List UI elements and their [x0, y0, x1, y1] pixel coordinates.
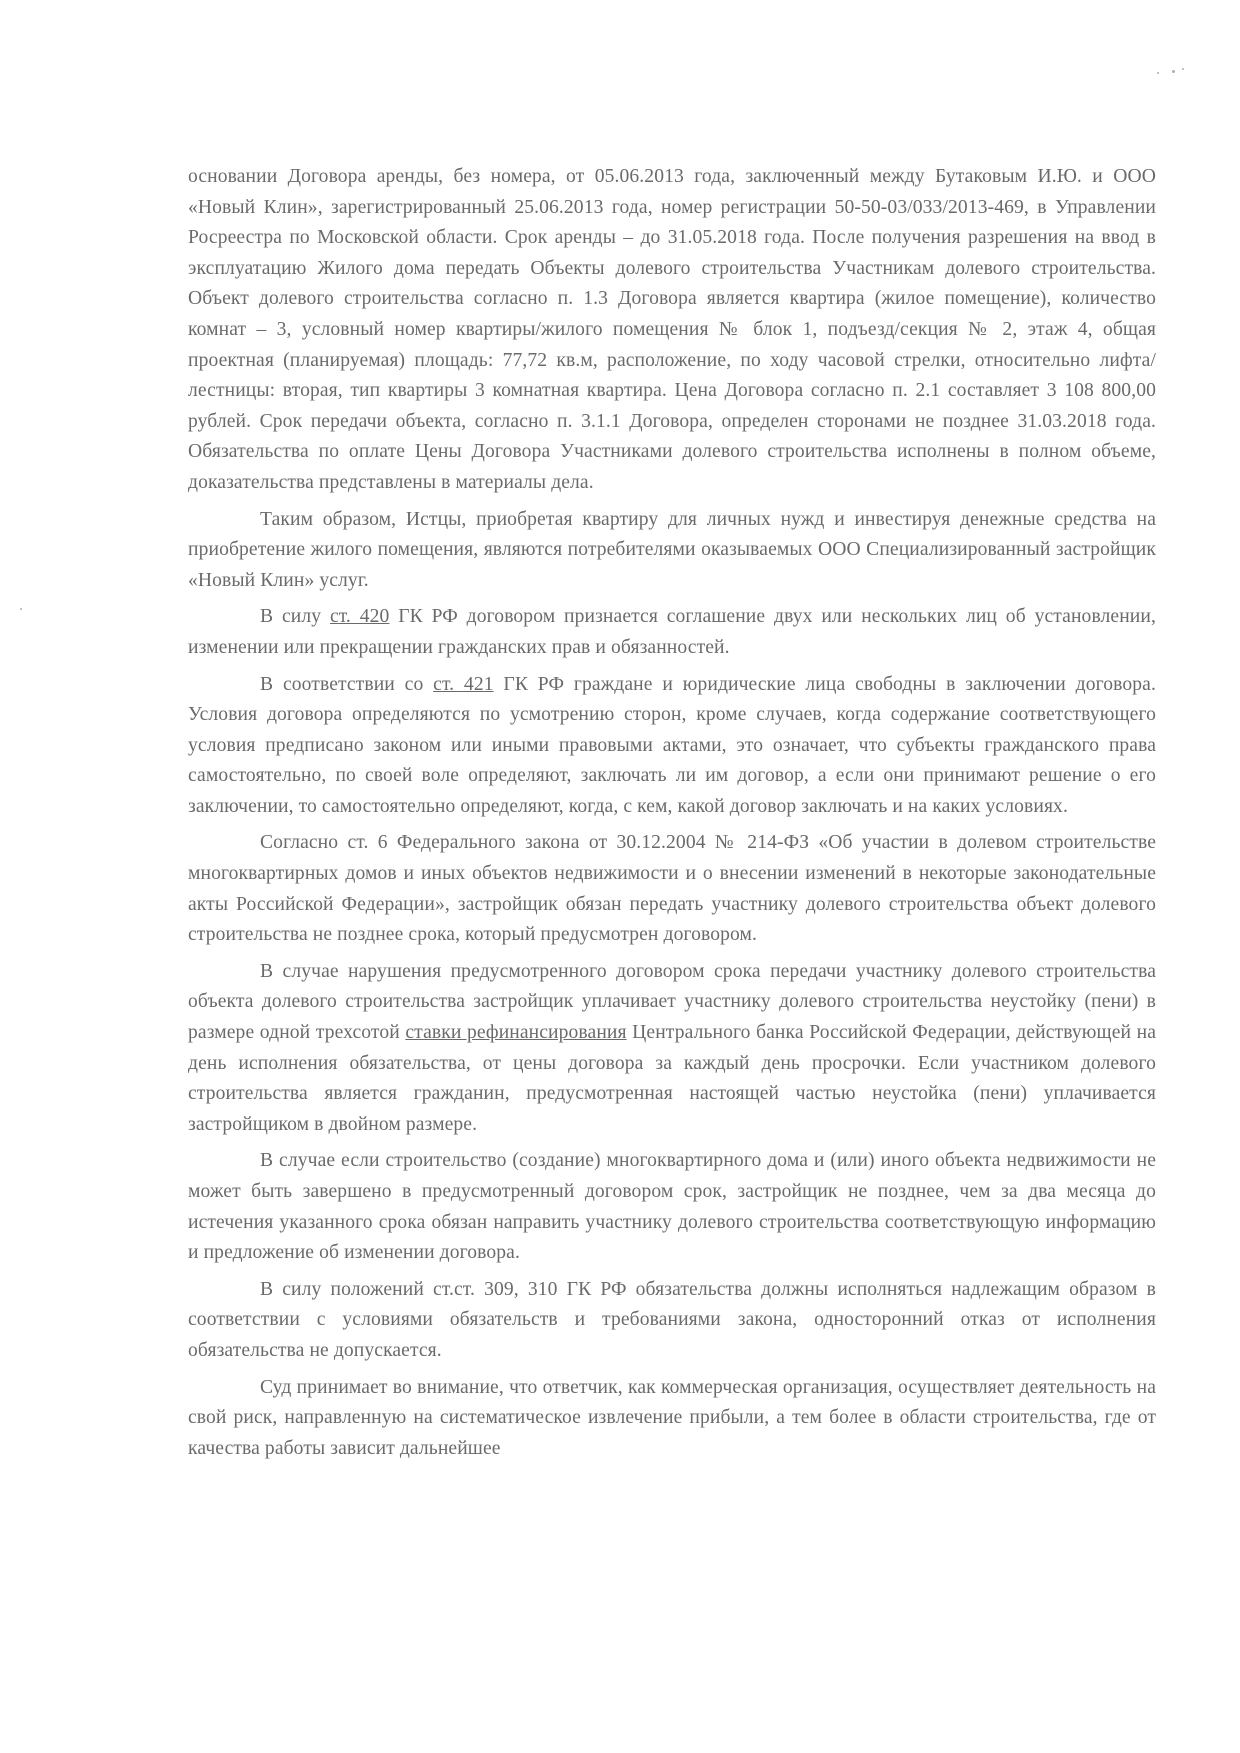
- scan-speck: [1157, 72, 1159, 74]
- paragraph-p7: [188, 1146, 1156, 1268]
- paragraph-text: ГК РФ граждане и юридические лица свободны в заключении договора. Условия договора определяются по усмотрению сторон, кроме случаев, когда содержание соответствующего условия предписано законом или иными правовыми актами, это означает, что субъекты гражданского права самостоятельно, по своей воле определяют, заключать ли им договор, а если они принимают решение о его заключении, то самостоятельно определяют, когда, с кем, какой договор заключать и на каких условиях.: [188, 673, 1156, 817]
- paragraph-text: В соответствии со: [260, 673, 434, 695]
- paragraph-p6: [188, 957, 1156, 1141]
- paragraph-text: В случае если строительство (создание) многоквартирного дома и (или) иного объекта недвижимости не может быть завершено в предусмотренный договором срок, застройщик не позднее, чем за два месяца до истечения указанного срока обязан направить участнику долевого строительства соответствующую информацию и предложение об изменении договора.: [188, 1150, 1156, 1264]
- paragraph-p2: [188, 505, 1156, 597]
- paragraph-p8: [188, 1275, 1156, 1367]
- paragraph-text: ГК РФ договором признается соглашение двух или нескольких лиц об установлении, изменении или прекращении гражданских прав и обязанностей.: [188, 606, 1156, 658]
- document-body: [188, 162, 1156, 1464]
- scan-speck: [1182, 68, 1184, 70]
- scan-speck: [20, 608, 22, 610]
- paragraph-text: Суд принимает во внимание, что ответчик, как коммерческая организация, осуществляет деятельность на свой риск, направленную на систематическое извлечение прибыли, а тем более в области строительства, где от качества работы зависит дальнейшее: [188, 1376, 1156, 1459]
- paragraph-p5: [188, 828, 1156, 950]
- legal-reference-link[interactable]: ст. 421: [433, 673, 494, 695]
- paragraph-p1: [188, 162, 1156, 499]
- paragraph-text: Согласно ст. 6 Федерального закона от 30.12.2004 № 214-ФЗ «Об участии в долевом строительстве многоквартирных домов и иных объектов недвижимости и о внесении изменений в некоторые законодательные акты Российской Федерации», застройщик обязан передать участнику долевого строительства объект долевого строительства не позднее срока, который предусмотрен договором.: [188, 832, 1156, 946]
- legal-reference-link[interactable]: ст. 420: [329, 606, 390, 628]
- paragraph-text: основании Договора аренды, без номера, от 05.06.2013 года, заключенный между Бутаковым И.Ю. и ООО «Новый Клин», зарегистрированный 25.06.2013 года, номер регистрации 50-50-03/033/2013-469, в Управлении Росреестра по Московской области. Срок аренды – до 31.05.2018 года. После получения разрешения на ввод в эксплуатацию Жилого дома передать Объекты долевого строительства Участникам долевого строительства. Объект долевого строительства согласно п. 1.3 Договора является квартира (жилое помещение), количество комнат – 3, условный номер квартиры/жилого помещения № блок 1, подъезд/секция № 2, этаж 4, общая проектная (планируемая) площадь: 77,72 кв.м, расположение, по ходу часовой стрелки, относительно лифта/лестницы: вторая, тип квартиры 3 комнатная квартира. Цена Договора согласно п. 2.1 составляет 3 108 800,00 рублей. Срок передачи объекта, согласно п. 3.1.1 Договора, определен сторонами не позднее 31.03.2018 года. Обязательства по оплате Цены Договора Участниками долевого строительства исполнены в полном объеме, доказательства представлены в материалы дела.: [188, 166, 1156, 493]
- paragraph-text: В случае нарушения предусмотренного договором срока передачи участнику долевого строительства объекта долевого строительства застройщик уплачивает участнику долевого строительства неустойку (пени) в размере одной трехсотой: [188, 960, 1156, 1044]
- paragraph-p4: [188, 670, 1156, 823]
- paragraph-p9: [188, 1373, 1156, 1465]
- legal-reference-link[interactable]: ставки рефинансирования: [405, 1022, 627, 1044]
- scan-speck: [1172, 70, 1175, 73]
- paragraph-text: Таким образом, Истцы, приобретая квартиру для личных нужд и инвестируя денежные средства на приобретение жилого помещения, являются потребителями оказываемых ООО Специализированный застройщик «Новый Клин» услуг.: [188, 508, 1156, 591]
- paragraph-text: В силу: [260, 606, 330, 628]
- paragraph-p3: [188, 602, 1156, 663]
- paragraph-text: Центрального банка Российской Федерации, действующей на день исполнения обязательства, от цены договора за каждый день просрочки. Если участником долевого строительства является гражданин, предусмотренная настоящей частью неустойка (пени) уплачивается застройщиком в двойном размере.: [188, 1022, 1157, 1135]
- paragraph-text: В силу положений ст.ст. 309, 310 ГК РФ обязательства должны исполняться надлежащим образом в соответствии с условиями обязательств и требованиями закона, односторонний отказ от исполнения обязательства не допускается.: [188, 1278, 1156, 1361]
